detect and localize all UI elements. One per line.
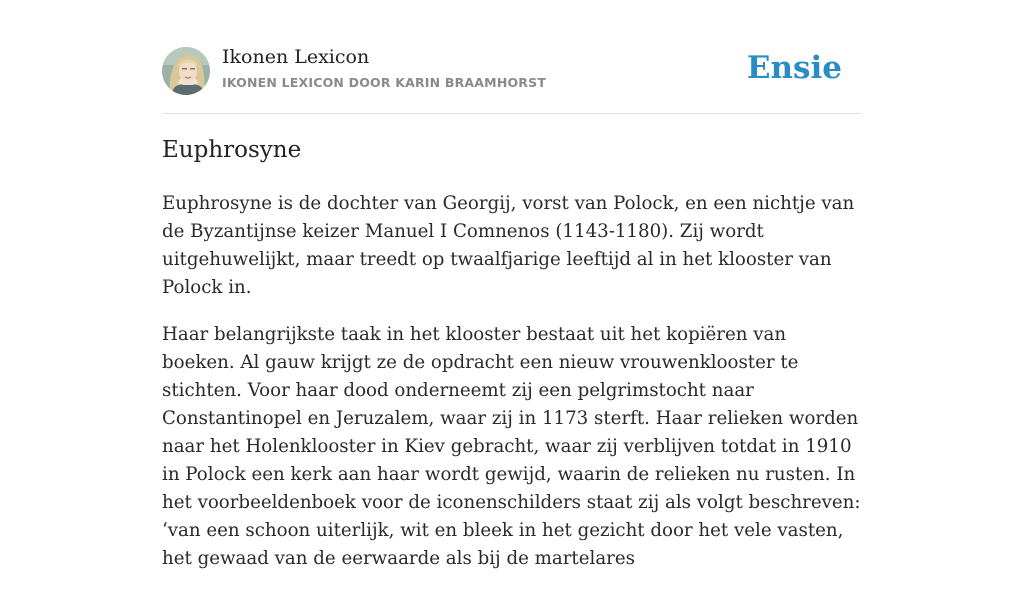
article-header [162,44,862,96]
author-avatar[interactable] [162,47,210,95]
article-paragraph: Euphrosyne is de dochter van Georgij, vorst van Polock, en een nichtje van de Byzantijnse keizer Manuel I Comnenos (1143-1180). Zij wordt uitgehuwelijkt, maar treedt op twaalfjarige leeftijd al in het klooster van Polock in. [162,193,855,298]
header-divider [162,113,862,114]
article-title: Euphrosyne [162,137,302,163]
brand-logo-link[interactable]: Ensie [746,50,842,86]
author-subtitle[interactable]: IKONEN LEXICON DOOR KARIN BRAAMHORST [222,75,547,90]
author-name[interactable]: Ikonen Lexicon [222,46,370,68]
article-body [162,190,862,592]
article-paragraph: Haar belangrijkste taak in het klooster bestaat uit het kopiëren van boeken. Al gauw krijgt ze de opdracht een nieuw vrouwenklooster te stichten. Voor haar dood onderneemt zij een pelgrimstocht naar Constantinopel en Jeruzalem, waar zij in 1173 sterft. Haar relieken worden naar het Holenklooster in Kiev gebracht, waar zij verblijven totdat in 1910 in Polock een kerk aan haar wordt gewijd, waarin de relieken nu rusten. In het voorbeeldenboek voor de iconenschilders staat zij als volgt beschreven: ‘van een schoon uiterlijk, wit en bleek in het gezicht door het vele vasten, het gewaad van de eerwaarde als bij de martelares [162,324,861,569]
